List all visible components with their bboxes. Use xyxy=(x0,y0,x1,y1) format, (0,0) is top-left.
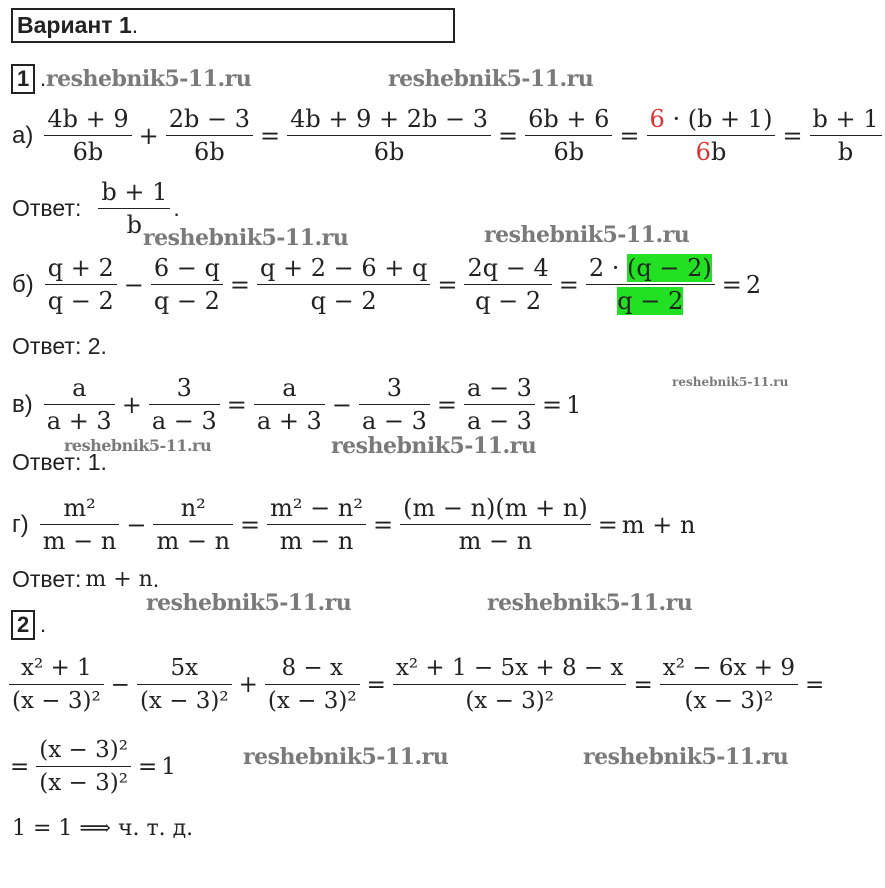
watermark: reshebnik5-11.ru xyxy=(672,375,789,389)
denominator: q − 2 xyxy=(310,287,377,315)
numerator: x² + 1 xyxy=(20,655,92,681)
equals: = xyxy=(240,510,261,539)
fraction xyxy=(151,252,223,317)
denominator: (x − 3)² xyxy=(139,688,229,714)
denominator: a − 3 xyxy=(467,407,532,435)
answer-b: Ответ: 2. xyxy=(12,333,107,359)
equation-a xyxy=(12,103,885,168)
result: 1 xyxy=(566,390,582,419)
task-1-number xyxy=(11,64,35,94)
fraction xyxy=(44,103,131,168)
numerator: a xyxy=(72,374,87,402)
operator: − xyxy=(126,510,147,539)
numerator: 8 − x xyxy=(281,655,343,681)
fraction xyxy=(525,103,612,168)
watermark: reshebnik5-11.ru xyxy=(484,222,690,248)
denominator: q − 2 xyxy=(47,287,114,315)
equals: = xyxy=(366,671,386,698)
task-1-label: 1 xyxy=(17,66,30,91)
fraction xyxy=(98,176,170,241)
denominator: 6b xyxy=(194,138,225,166)
numerator: 3 xyxy=(386,374,403,402)
operator: + xyxy=(121,390,142,419)
numerator: (m − n)(m + n) xyxy=(403,494,588,522)
item-label-b: б) xyxy=(12,270,34,298)
fraction xyxy=(400,492,591,557)
fraction xyxy=(153,492,233,557)
task-2-dot: . xyxy=(40,612,47,637)
fraction xyxy=(137,652,232,717)
fraction xyxy=(149,372,220,437)
denominator: 6b xyxy=(373,138,405,166)
operator: + xyxy=(138,121,159,150)
equals: = xyxy=(498,121,519,150)
task-1-dot: . xyxy=(40,66,47,91)
equals: = xyxy=(372,510,394,539)
fraction xyxy=(393,652,627,717)
equals: = xyxy=(558,270,579,299)
item-label-g: г) xyxy=(12,510,29,538)
operator: − xyxy=(110,671,130,698)
denominator: q − 2 xyxy=(153,287,220,315)
fraction xyxy=(464,372,535,437)
equals: = xyxy=(226,390,247,419)
fraction xyxy=(359,372,430,437)
denominator: 6b xyxy=(72,138,104,166)
fraction xyxy=(44,372,115,437)
denominator: m − n xyxy=(42,527,117,555)
numerator: 4b + 9 + 2b − 3 xyxy=(290,105,489,133)
denominator: q − 2 xyxy=(475,287,542,315)
fraction xyxy=(40,492,120,557)
fraction xyxy=(464,252,551,317)
fraction xyxy=(45,252,117,317)
denominator: a + 3 xyxy=(46,407,112,435)
result: 2 xyxy=(745,270,762,299)
denominator: a + 3 xyxy=(256,407,322,435)
denominator xyxy=(693,136,730,168)
operator: − xyxy=(123,270,144,299)
numerator: m² − n² xyxy=(270,494,363,522)
result: m + n xyxy=(621,510,696,539)
fraction xyxy=(660,652,798,717)
fraction xyxy=(267,492,366,557)
watermark: reshebnik5-11.ru xyxy=(487,590,693,616)
numerator: 3 xyxy=(176,374,192,402)
denominator: (x − 3)² xyxy=(465,688,554,714)
answer-label: Ответ: xyxy=(12,195,82,221)
numerator: n² xyxy=(180,494,206,522)
answer-v: Ответ: 1. xyxy=(12,449,107,475)
fraction xyxy=(254,372,325,437)
equals: = xyxy=(541,390,563,419)
numerator: 2q − 4 xyxy=(467,254,549,282)
denominator: b xyxy=(126,211,143,239)
fraction xyxy=(257,252,430,317)
denominator: (x − 3)² xyxy=(39,770,128,796)
denominator: a − 3 xyxy=(361,407,427,435)
equation-g xyxy=(12,492,695,557)
highlighted-factor: (q − 2) xyxy=(627,254,712,282)
fraction xyxy=(647,103,776,168)
answer-g xyxy=(12,566,159,593)
denominator: (x − 3)² xyxy=(684,688,774,714)
answer-a xyxy=(12,176,180,241)
fraction xyxy=(586,252,715,317)
highlighted-factor: q − 2 xyxy=(617,287,684,315)
fraction xyxy=(9,652,104,717)
operator: + xyxy=(238,671,258,698)
numerator: a − 3 xyxy=(467,374,532,402)
numerator: x² + 1 − 5x + 8 − x xyxy=(395,655,624,681)
result: 1 xyxy=(161,753,176,780)
numerator-rest: · (b + 1) xyxy=(664,105,773,133)
equals: = xyxy=(436,390,457,419)
numerator: (x − 3)² xyxy=(39,737,128,763)
denominator: m − n xyxy=(279,527,354,555)
variant-title xyxy=(17,12,138,39)
fraction xyxy=(166,103,253,168)
fraction xyxy=(265,652,360,717)
answer-dot: . xyxy=(173,195,180,221)
equation-task2-line2 xyxy=(6,734,176,799)
equals: = xyxy=(619,121,640,150)
cancelled-factor: 6 xyxy=(649,105,665,133)
equals: = xyxy=(437,270,458,299)
equation-b xyxy=(12,252,761,317)
numerator: q + 2 xyxy=(47,254,114,282)
fraction xyxy=(36,734,131,799)
item-label-a: а) xyxy=(12,121,34,149)
numerator: 5x xyxy=(170,655,199,681)
numerator: 4b + 9 xyxy=(47,105,129,133)
numerator: m² xyxy=(63,494,96,522)
numerator: 6b + 6 xyxy=(528,105,610,133)
equals: = xyxy=(229,270,250,299)
watermark: reshebnik5-11.ru xyxy=(583,744,789,770)
answer-dot: . xyxy=(152,566,160,592)
numerator xyxy=(586,252,715,284)
cancelled-factor: 6 xyxy=(695,138,711,166)
fraction xyxy=(287,103,491,168)
equals: = xyxy=(10,753,30,780)
watermark: reshebnik5-11.ru xyxy=(388,66,594,92)
item-label-v: в) xyxy=(12,390,33,418)
task-2-number xyxy=(11,610,35,640)
answer-label: Ответ: xyxy=(12,566,82,592)
denominator-rest: b xyxy=(710,138,727,166)
numerator xyxy=(647,103,776,135)
numerator: b + 1 xyxy=(101,178,168,206)
numerator: a xyxy=(282,374,297,402)
equals: = xyxy=(633,671,653,698)
equals: = xyxy=(782,121,803,150)
equation-task2-line1 xyxy=(6,652,828,717)
watermark: reshebnik5-11.ru xyxy=(143,225,349,251)
numerator: x² − 6x + 9 xyxy=(662,655,795,681)
variant-dot: . xyxy=(131,12,139,38)
denominator: a − 3 xyxy=(151,407,217,435)
answer-value: m + n xyxy=(85,567,153,592)
equals: = xyxy=(721,270,742,299)
numerator: b + 1 xyxy=(812,105,879,133)
numerator: 2b − 3 xyxy=(168,105,251,133)
equals: = xyxy=(804,671,825,698)
watermark: reshebnik5-11.ru xyxy=(146,590,352,616)
equation-v xyxy=(12,372,581,437)
denominator: (x − 3)² xyxy=(12,688,101,714)
watermark: reshebnik5-11.ru xyxy=(331,433,537,459)
denominator xyxy=(614,285,686,317)
equals: = xyxy=(137,753,158,780)
numerator: q + 2 − 6 + q xyxy=(259,254,428,282)
conclusion-line: 1 = 1 ⟹ ч. т. д. xyxy=(12,816,194,841)
numerator-coef: 2 · xyxy=(588,254,620,282)
watermark: reshebnik5-11.ru xyxy=(243,744,449,770)
fraction xyxy=(810,103,882,168)
denominator: (x − 3)² xyxy=(267,688,357,714)
denominator: m − n xyxy=(156,527,231,555)
operator: − xyxy=(331,390,352,419)
variant-number: 1 xyxy=(118,12,132,38)
variant-title-text: Вариант xyxy=(17,12,119,38)
numerator: 6 − q xyxy=(153,254,220,282)
watermark: reshebnik5-11.ru xyxy=(46,66,252,92)
watermark: reshebnik5-11.ru xyxy=(64,436,212,455)
denominator: 6b xyxy=(553,138,585,166)
equals: = xyxy=(260,121,281,150)
denominator: m − n xyxy=(458,527,533,555)
denominator: b xyxy=(837,138,854,166)
task-2-label: 2 xyxy=(17,612,30,637)
equals: = xyxy=(597,510,618,539)
